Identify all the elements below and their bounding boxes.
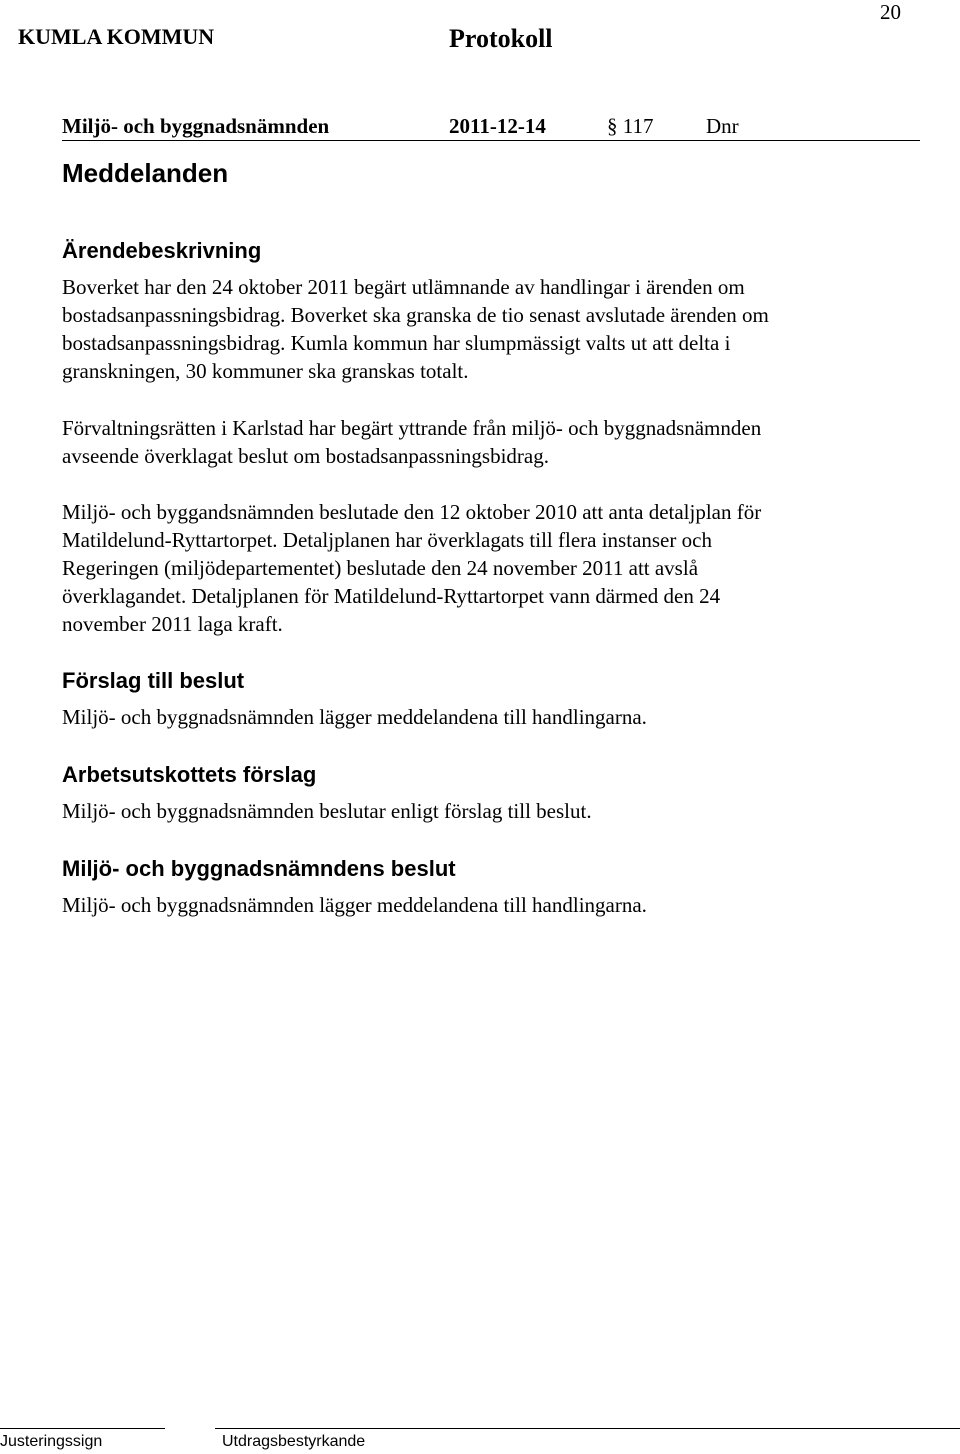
text-line: bostadsanpassningsbidrag. Kumla kommun har slumpmässigt valts ut att delta i: [62, 331, 731, 355]
text-line: Regeringen (miljödepartementet) beslutade den 24 november 2011 att avslå: [62, 556, 699, 580]
text-line: granskningen, 30 kommuner ska granskas totalt.: [62, 359, 469, 383]
text-line: november 2011 laga kraft.: [62, 612, 283, 636]
heading-namndens-beslut: Miljö- och byggnadsnämndens beslut: [62, 856, 456, 881]
text-line: bostadsanpassningsbidrag. Boverket ska granska de tio senast avslutade ärenden om: [62, 303, 769, 327]
text-line: Miljö- och byggnadsnämnden beslutar enligt förslag till beslut.: [62, 799, 592, 823]
paragraph-forslag: [62, 703, 922, 731]
dnr-label: Dnr: [706, 114, 739, 138]
paragraph-detaljplan: [62, 498, 922, 638]
section-symbol: §: [607, 114, 618, 138]
text-line: Miljö- och byggandsnämnden beslutade den 12 oktober 2010 att anta detaljplan för: [62, 500, 762, 524]
signature-line: [0, 1428, 165, 1429]
paragraph-boverket: [62, 273, 922, 385]
text-line: Miljö- och byggnadsnämnden lägger meddelandena till handlingarna.: [62, 893, 647, 917]
meeting-date: 2011-12-14: [449, 114, 546, 138]
heading-arbetsutskottets-forslag: Arbetsutskottets förslag: [62, 762, 317, 787]
text-line: överklagandet. Detaljplanen för Matildelund-Ryttartorpet vann därmed den 24: [62, 584, 721, 608]
organization-name: KUMLA KOMMUN: [18, 24, 215, 49]
page-number: 20: [880, 0, 901, 24]
document-title: Meddelanden: [62, 158, 229, 188]
heading-arendebeskrivning: Ärendebeskrivning: [62, 238, 262, 263]
document-type: Protokoll: [449, 24, 553, 53]
paragraph-beslut: [62, 891, 922, 919]
text-line: Förvaltningsrätten i Karlstad har begärt yttrande från miljö- och byggnadsnämnden: [62, 416, 762, 440]
text-line: avseende överklagat beslut om bostadsanpassningsbidrag.: [62, 444, 549, 468]
paragraph-forvaltningsratten: [62, 414, 922, 470]
text-line: Boverket har den 24 oktober 2011 begärt utlämnande av handlingar i ärenden om: [62, 275, 745, 299]
text-line: Matildelund-Ryttartorpet. Detaljplanen har överklagats till flera instanser och: [62, 528, 712, 552]
committee-name: Miljö- och byggnadsnämnden: [62, 114, 330, 138]
header-divider: [62, 140, 920, 141]
paragraph-arbetsutskott: [62, 797, 922, 825]
heading-forslag-till-beslut: Förslag till beslut: [62, 668, 245, 693]
extract-line: [215, 1428, 960, 1429]
section-number-value: 117: [622, 114, 654, 138]
section-number: [607, 114, 653, 139]
signature-label: Justeringssign: [0, 1433, 103, 1450]
extract-label: Utdragsbestyrkande: [222, 1433, 366, 1450]
text-line: Miljö- och byggnadsnämnden lägger meddelandena till handlingarna.: [62, 705, 647, 729]
